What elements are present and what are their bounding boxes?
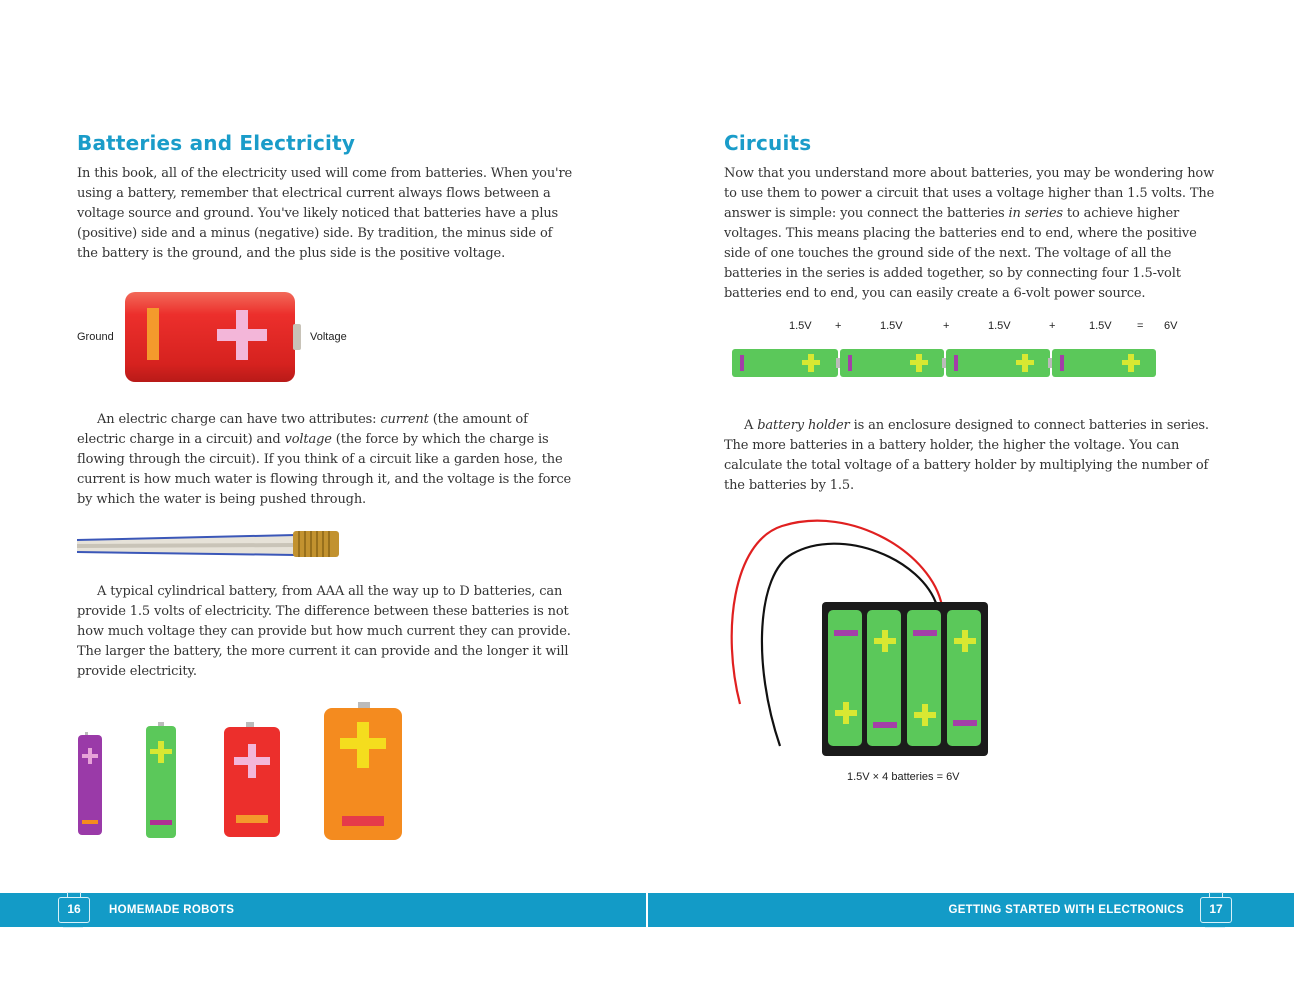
battery-holder-image (722, 514, 992, 760)
battery-sizes-image (76, 702, 416, 844)
left-heading: Batteries and Electricity (77, 131, 356, 155)
series-label: 6V (1164, 320, 1178, 332)
right-paragraph-1: Now that you understand more about batteries, you may be wondering how to use them to power a circuit that uses a voltage higher than 1.5 volts. The answer is simple: you connect the batteries in series to achieve higher voltages. This means placing the batteries end to end, where the positive side of one touches the ground side of the next. The voltage of all the batteries in the series is added together, so by connecting four 1.5-volt batteries end to end, you can easily create a 6-volt power source. (724, 166, 1215, 301)
left-footer-title: HOMEMADE ROBOTS (109, 904, 235, 916)
series-label: + (835, 320, 842, 332)
right-footer-title: GETTING STARTED WITH ELECTRONICS (948, 904, 1184, 916)
voltage-label: Voltage (310, 331, 347, 343)
left-page-number: 16 (58, 897, 90, 923)
series-label: + (943, 320, 950, 332)
right-heading: Circuits (724, 131, 812, 155)
ground-label: Ground (77, 331, 114, 343)
right-footer-bar (648, 893, 1294, 927)
series-label: 1.5V (880, 320, 903, 332)
series-label: 1.5V (1089, 320, 1112, 332)
left-paragraph-3: A typical cylindrical battery, from AAA all the way up to D batteries, can provide 1.5 volts of electricity. The difference between these batteries is not how much voltage they can provide but how much current they can provide. The larger the battery, the more current it can provide and the longer it will provide electricity. (77, 584, 571, 679)
series-label: 1.5V (988, 320, 1011, 332)
c-battery-figure (77, 286, 377, 386)
left-paragraph-1: In this book, all of the electricity used will come from batteries. When you're using a battery, remember that electrical current always flows between a voltage source and ground. You've likely noticed that batteries have a plus (positive) side and a minus (negative) side. By tradition, the minus side of the battery is the ground, and the plus side is the positive voltage. (77, 166, 573, 261)
right-page-number: 17 (1200, 897, 1232, 923)
left-footer-bar (0, 893, 646, 927)
series-label: 1.5V (789, 320, 812, 332)
left-paragraph-2: An electric charge can have two attributes: current (the amount of electric charge in a circuit) and voltage (the force by which the charge is flowing through the circuit). If you think of a circuit like a garden hose, the current is how much water is flowing through it, and the voltage is the force by which the water is being pushed through. (77, 412, 572, 507)
right-paragraph-2: A battery holder is an enclosure designed to connect batteries in series. The more batteries in a battery holder, the higher the voltage. You can calculate the total voltage of a battery holder by multiplying the number of the batteries by 1.5. (724, 418, 1209, 493)
series-batteries-image (730, 346, 1160, 380)
red-battery-image (123, 286, 313, 386)
holder-caption: 1.5V × 4 batteries = 6V (847, 771, 960, 783)
series-label: + (1049, 320, 1056, 332)
series-label: = (1137, 320, 1144, 332)
garden-hose-image (77, 527, 347, 561)
